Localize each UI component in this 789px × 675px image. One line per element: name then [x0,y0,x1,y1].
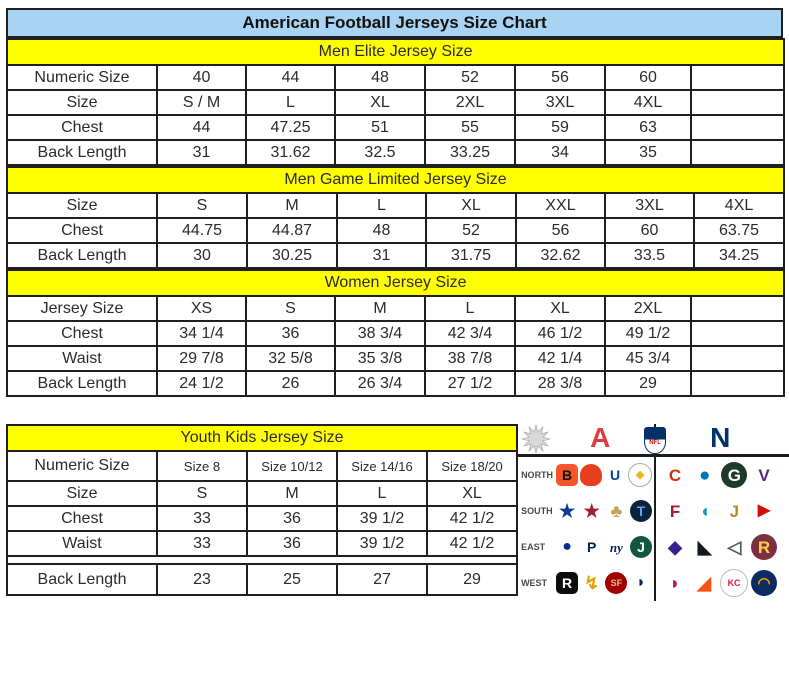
cell: 34 1/4 [157,321,246,346]
cell: 52 [425,65,515,90]
cell: 59 [515,115,605,140]
bears-logo: C [662,462,688,488]
afc-logo: A [590,422,611,453]
cell: 25 [247,564,337,595]
cell: 27 [337,564,427,595]
cell: 63.75 [694,218,784,243]
nfc-east-logos [652,534,789,560]
cell: 2XL [605,296,691,321]
division-label-west: WEST [521,578,548,588]
steelers-logo: ◆ [628,463,652,487]
afc-north-logos [556,463,652,487]
redskins-logo: R [751,534,777,560]
cell: 4XL [694,193,784,218]
spacer [7,556,517,564]
cell: 47.25 [246,115,335,140]
chart-title: American Football Jerseys Size Chart [242,13,547,32]
eagles-logo: ◁ [721,534,747,560]
nfl-shield-icon [644,427,666,454]
seahawks-logo: ◗ [630,572,652,594]
jaguars-logo: J [721,498,747,524]
cell: 60 [605,218,694,243]
cell: 26 [246,371,335,396]
division-label-north: NORTH [521,470,554,480]
cell: 34.25 [694,243,784,268]
nfc-north-logos [652,462,789,488]
size-chart-page [0,8,789,675]
row-label: Chest [7,321,157,346]
cell: XXL [516,193,605,218]
cell: 45 3/4 [605,346,691,371]
cell: L [337,193,426,218]
bengals-logo: B [556,464,578,486]
row-label: Jersey Size [7,296,157,321]
afc-east-logos [556,536,652,558]
col-header: Size 10/12 [247,451,337,481]
cell: XS [157,296,246,321]
afc-south-logos [556,500,652,522]
nfc-logo: N [710,422,731,453]
panthers-logo: ◣ [692,534,718,560]
men-elite-size-table [6,38,785,166]
cell: 44 [157,115,246,140]
cell: 42 1/2 [427,506,517,531]
afc-west-logos [556,572,652,594]
cell: 42 1/4 [515,346,605,371]
col-header: Size 8 [157,451,247,481]
cell: 24 1/2 [157,371,246,396]
cell: L [337,481,427,506]
row-label: Chest [7,218,157,243]
cell: 39 1/2 [337,506,427,531]
cell: 44.75 [157,218,247,243]
cell: XL [515,296,605,321]
cell: 32.62 [516,243,605,268]
section-header-men-game: Men Game Limited Jersey Size [7,167,784,193]
cell: 56 [515,65,605,90]
cell: XL [426,193,516,218]
cell: 29 7/8 [157,346,246,371]
row-label: Numeric Size [7,451,157,481]
cell: 31.62 [246,140,335,165]
jets-logo: J [630,536,652,558]
cell: 29 [605,371,691,396]
patriots-logo: P [581,536,603,558]
cell: 33.5 [605,243,694,268]
cell: 34 [515,140,605,165]
row-label: Numeric Size [7,65,157,90]
cell: L [425,296,515,321]
row-label: Waist [7,346,157,371]
cell: XL [335,90,425,115]
lions-logo: ● [692,462,718,488]
cell: 31.75 [426,243,516,268]
row-label: Size [7,193,157,218]
cell: 35 3/8 [335,346,425,371]
broncos-logo: ◢ [691,570,717,596]
cell: S [157,481,247,506]
cell: 2XL [425,90,515,115]
chargers-logo: ↯ [581,572,603,594]
col-header: Size 18/20 [427,451,517,481]
row-label: Back Length [7,371,157,396]
cell: M [247,193,337,218]
row-label: Chest [7,115,157,140]
cell: 33 [157,531,247,556]
cell: S / M [157,90,246,115]
cell: 52 [426,218,516,243]
cell: 42 1/2 [427,531,517,556]
row-label: Waist [7,531,157,556]
cell-empty [691,140,784,165]
ravens-logo: ◆ [662,534,688,560]
division-label-south: SOUTH [521,506,553,516]
nfl-shield-text: NFL [649,439,661,446]
cell: 48 [335,65,425,90]
cell-empty [691,90,784,115]
cell: M [247,481,337,506]
cell: 36 [247,506,337,531]
cell-empty [691,65,784,90]
saints-logo: ♣ [605,500,627,522]
row-label: Chest [7,506,157,531]
browns-logo [580,464,602,486]
cell: 56 [516,218,605,243]
row-label: Size [7,481,157,506]
cardinals-logo: ◗ [662,570,688,596]
cell: 30 [157,243,247,268]
cell: 55 [425,115,515,140]
rams-logo: ◠ [751,570,777,596]
cell: 63 [605,115,691,140]
cell: 44 [246,65,335,90]
row-label: Size [7,90,157,115]
vikings-logo: V [751,462,777,488]
buccaneers-logo: ▶ [751,498,777,524]
cell-empty [691,371,784,396]
packers-logo: G [721,462,747,488]
cell: 28 3/8 [515,371,605,396]
cell: S [157,193,247,218]
cell: 32 5/8 [246,346,335,371]
raiders-logo: R [556,572,578,594]
youth-size-table [6,424,518,596]
chiefs-logo: KC [720,569,748,597]
cell: 3XL [605,193,694,218]
cowboys-logo: ★ [556,500,578,522]
starburst-icon [521,424,551,459]
cell-empty [691,321,784,346]
row-label: Back Length [7,564,157,595]
cell: M [335,296,425,321]
cell: 44.87 [247,218,337,243]
cell: L [246,90,335,115]
women-size-table [6,269,785,397]
row-label: Back Length [7,140,157,165]
cell: S [246,296,335,321]
cell: 46 1/2 [515,321,605,346]
cell: 32.5 [335,140,425,165]
logos-header [518,424,789,457]
fortyniners-logo: SF [605,572,627,594]
nfc-west-logos [652,569,789,597]
division-label-east: EAST [521,542,546,552]
section-header-women: Women Jersey Size [7,270,784,296]
men-game-limited-size-table [6,166,785,269]
giants-logo: ny [605,536,627,558]
nfc-south-logos [652,498,789,524]
cell: 4XL [605,90,691,115]
titans-logo: T [630,500,652,522]
cell: 33.25 [425,140,515,165]
cell: 38 7/8 [425,346,515,371]
falcons-logo: F [662,498,688,524]
cell: XL [427,481,517,506]
cell: 39 1/2 [337,531,427,556]
cell: 3XL [515,90,605,115]
bills-logo: ● [556,536,578,558]
cell: 26 3/4 [335,371,425,396]
section-header-youth: Youth Kids Jersey Size [7,425,517,451]
cell: 38 3/4 [335,321,425,346]
cell-empty [691,296,784,321]
texans-logo: ★ [581,500,603,522]
colts-logo: U [604,464,626,486]
cell: 35 [605,140,691,165]
bottom-region [6,424,789,601]
cell: 27 1/2 [425,371,515,396]
cell: 48 [337,218,426,243]
cell: 30.25 [247,243,337,268]
cell: 60 [605,65,691,90]
section-header-men-elite: Men Elite Jersey Size [7,39,784,65]
cell: 33 [157,506,247,531]
cell-empty [691,115,784,140]
row-label: Back Length [7,243,157,268]
cell: 51 [335,115,425,140]
cell: 49 1/2 [605,321,691,346]
cell: 31 [157,140,246,165]
cell: 29 [427,564,517,595]
cell: 36 [246,321,335,346]
col-header: Size 14/16 [337,451,427,481]
cell: 23 [157,564,247,595]
cell: 40 [157,65,246,90]
cell-empty [691,346,784,371]
nfl-logos-panel [518,424,789,601]
cell: 42 3/4 [425,321,515,346]
dolphins-logo: ◖ [692,498,718,524]
cell: 36 [247,531,337,556]
cell: 31 [337,243,426,268]
chart-title-bar [6,8,783,38]
